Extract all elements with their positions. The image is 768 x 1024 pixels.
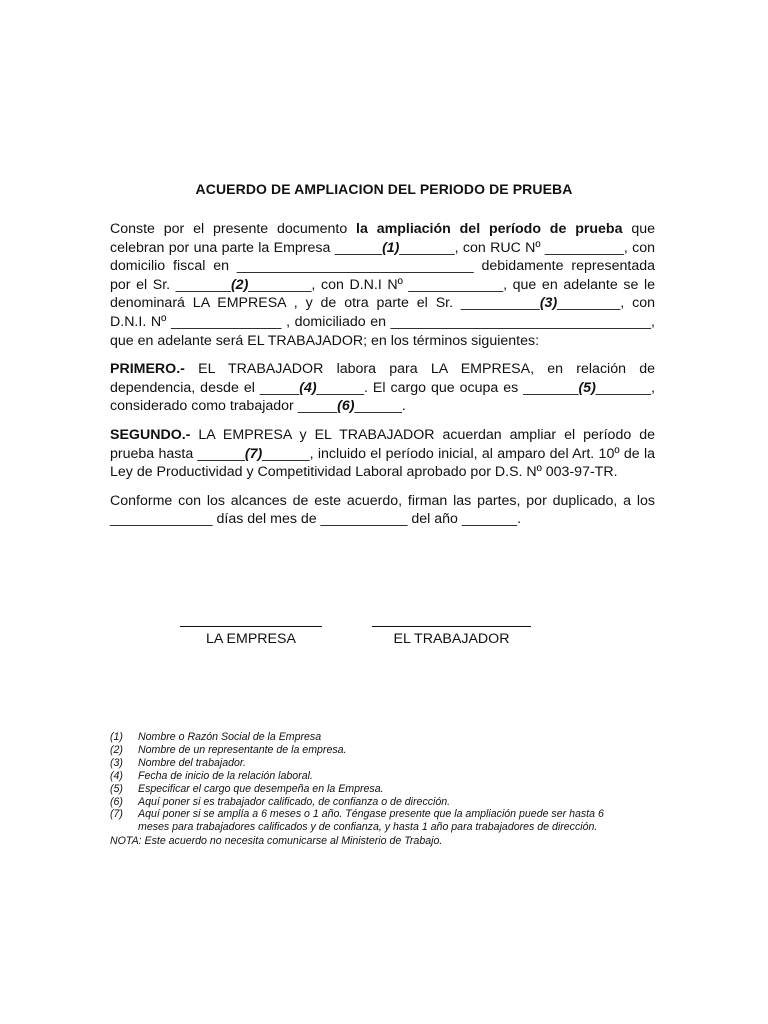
text: dependencia, desde el _____: [110, 379, 300, 396]
footnotes: [110, 731, 630, 848]
text: _______, con RUC Nº __________, con: [399, 239, 655, 256]
intro-line-7: que en adelante será EL TRABAJADOR; en los términos siguientes:: [110, 332, 540, 349]
signature-line: [372, 612, 531, 627]
placeholder-ref-1: (1): [382, 239, 400, 256]
footnote: [110, 783, 630, 796]
text: celebran por una parte la Empresa ______: [110, 239, 383, 256]
footnote-text: Aquí poner si se amplía a 6 meses o 1 año. Téngase presente que la ampliación puede ser hasta 6 meses para trabajadores calificados y de confianza, y hasta 1 año para trabajadores de dirección.: [138, 808, 604, 834]
placeholder-ref-7: (7): [244, 445, 263, 462]
footnote-text: Aquí poner si es trabajador calificado, de confianza o de dirección.: [138, 795, 451, 808]
footnote: [110, 757, 630, 770]
footnote-number: (7): [110, 808, 123, 821]
conforme-line-2: _____________ días del mes de ___________ del año _______.: [110, 511, 522, 528]
document-body: [110, 220, 655, 539]
placeholder-ref-3: (3): [539, 295, 558, 312]
clause-label: PRIMERO.-: [110, 361, 185, 378]
text: ______, incluido el período inicial, al amparo del Art. 10º de la: [262, 445, 655, 462]
text: considerado como trabajador _____: [110, 398, 338, 415]
segundo-line-3: Ley de Productividad y Competitividad Laboral aprobado por D.S. Nº 003-97-TR.: [110, 464, 618, 481]
signature-label-trabajador: EL TRABAJADOR: [393, 631, 510, 647]
footnote: [110, 731, 630, 744]
primero-line-3: [110, 397, 655, 416]
signature-line: [180, 612, 322, 627]
primero-line-2: [110, 379, 655, 398]
footnote-number: (1): [110, 731, 123, 743]
footnote-number: (6): [110, 795, 123, 808]
footnote: [110, 744, 630, 757]
placeholder-ref-4: (4): [299, 379, 317, 396]
intro-line-5: [110, 294, 655, 313]
footnote-number: (4): [110, 769, 123, 782]
text: prueba hasta ______: [110, 445, 245, 462]
text: denominará LA EMPRESA , y de otra parte el Sr. __________: [110, 295, 540, 312]
intro-line-4: [110, 276, 655, 295]
intro-paragraph: [110, 220, 655, 350]
footnote-text: Nombre de un representante de la empresa.: [138, 743, 347, 756]
primero-clause: [110, 360, 655, 416]
placeholder-ref-6: (6): [337, 398, 355, 415]
text: Conste por el presente documento: [110, 221, 357, 237]
text: ________, con D.N.I Nº ____________, que en adelante se le: [248, 276, 655, 293]
document-title: ACUERDO DE AMPLIACION DEL PERIODO DE PRUEBA: [195, 181, 573, 197]
footnote: [110, 796, 630, 809]
segundo-line-1: [110, 426, 655, 445]
segundo-line-2: [110, 445, 655, 464]
footnote: [110, 770, 630, 783]
conforme-paragraph: [110, 492, 655, 529]
text: ______. El cargo que ocupa es _______: [316, 379, 579, 396]
footnote: [110, 808, 630, 834]
footnote-number: (3): [110, 756, 123, 769]
text: _______,: [595, 379, 655, 396]
intro-line-6: D.N.I. Nº ______________ , domiciliado en _________________________________,: [110, 313, 655, 330]
footnote-text: Fecha de inicio de la relación laboral.: [138, 769, 313, 782]
clause-label: SEGUNDO.-: [110, 426, 191, 443]
placeholder-ref-2: (2): [230, 276, 249, 293]
signature-empresa: [180, 612, 322, 647]
bold-text: la ampliación del período de prueba: [356, 221, 623, 237]
nota-text: NOTA: Este acuerdo no necesita comunicarse al Ministerio de Trabajo.: [110, 835, 443, 848]
text: ________, con: [557, 295, 655, 312]
segundo-clause: [110, 426, 655, 482]
intro-line-3: domicilio fiscal en ______________________________ debidamente representada: [110, 258, 655, 275]
text: ______.: [354, 398, 406, 415]
text: por el Sr. _______: [110, 276, 231, 293]
signature-label-empresa: LA EMPRESA: [206, 631, 296, 647]
footnote-number: (5): [110, 782, 123, 795]
primero-line-1: [110, 360, 655, 379]
footnote-text: Especificar el cargo que desempeña en la Empresa.: [138, 782, 384, 795]
footnote-text: Nombre o Razón Social de la Empresa: [138, 731, 322, 743]
text: que: [622, 221, 655, 237]
text: EL TRABAJADOR labora para LA EMPRESA, en relación de: [184, 361, 655, 378]
footnote-text: Nombre del trabajador.: [138, 756, 246, 769]
placeholder-ref-5: (5): [578, 379, 596, 396]
conforme-line-1: Conforme con los alcances de este acuerdo, firman las partes, por duplicado, a los: [110, 492, 655, 509]
footnote-number: (2): [110, 743, 123, 756]
signature-trabajador: [372, 612, 531, 647]
text: LA EMPRESA y EL TRABAJADOR acuerdan ampliar el período de: [190, 426, 655, 443]
intro-line-2: [110, 239, 655, 258]
intro-line-1: [110, 220, 655, 239]
